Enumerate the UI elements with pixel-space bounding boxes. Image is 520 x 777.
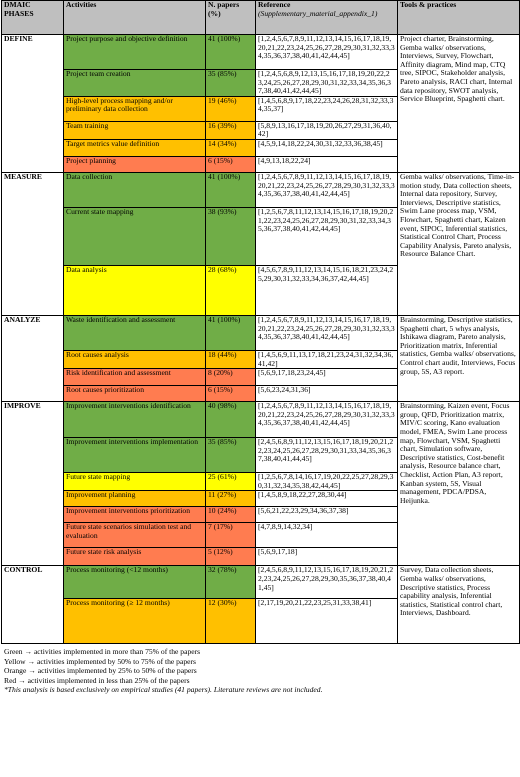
header-reference xyxy=(256,1,398,35)
reference-cell: [2,4,5,6,8,9,11,12,13,15,16,17,18,19,20,21,22,23,24,25,26,27,28,29,30,31,33,34,35,36,37,38,40,41,44,45] xyxy=(256,438,398,473)
phase-name: ANALYZE xyxy=(2,315,64,401)
table-row xyxy=(2,172,520,207)
reference-cell: [1,2,4,5,6,8,9,12,13,15,16,17,18,19,20,22,23,24,25,26,27,28,29,30,31,32,33,34,35,36,37,38,40,41,42,44,45] xyxy=(256,70,398,97)
activity-cell: Project team creation xyxy=(64,70,206,97)
papers-count-cell: 35 (85%) xyxy=(206,438,256,473)
legend-orange: Orange → activities implemented by 25% to 50% of the papers xyxy=(4,666,197,676)
reference-cell: [1,4,5,6,8,9,17,18,22,23,24,26,28,31,32,33,34,35,37] xyxy=(256,96,398,121)
table-body xyxy=(2,35,520,644)
reference-cell: [5,6,21,22,23,29,34,36,37,38] xyxy=(256,507,398,523)
header-phases: DMAIC PHASES xyxy=(2,1,64,35)
reference-cell: [2,4,5,6,8,9,11,12,13,15,16,17,18,19,20,21,22,23,24,25,26,27,28,29,30,35,36,37,38,40,41,45] xyxy=(256,566,398,599)
activity-cell: Process monitoring (<12 months) xyxy=(64,566,206,599)
reference-cell: [5,6,9,17,18] xyxy=(256,548,398,566)
papers-count-cell: 6 (15%) xyxy=(206,156,256,172)
activity-cell: Project purpose and objective definition xyxy=(64,35,206,70)
papers-count-cell: 41 (100%) xyxy=(206,35,256,70)
activity-cell: Future state scenarios simulation test and evaluation xyxy=(64,523,206,548)
papers-count-cell: 28 (68%) xyxy=(206,265,256,315)
papers-count-cell: 8 (20%) xyxy=(206,369,256,386)
reference-cell: [2,17,19,20,21,22,23,25,31,33,38,41] xyxy=(256,599,398,644)
papers-count-cell: 40 (98%) xyxy=(206,402,256,438)
reference-cell: [5,8,9,13,16,17,18,19,20,26,27,29,31,36,40,42] xyxy=(256,121,398,139)
papers-count-cell: 18 (44%) xyxy=(206,350,256,368)
phase-name: CONTROL xyxy=(2,566,64,644)
reference-cell: [4,5,6,7,8,9,11,12,13,14,15,16,18,21,23,24,25,29,30,31,32,33,34,36,37,42,44,45] xyxy=(256,265,398,315)
activity-cell: Future state risk analysis xyxy=(64,548,206,566)
papers-count-cell: 16 (39%) xyxy=(206,121,256,139)
tools-practices-cell: Project charter, Brainstorming, Gemba walks/ observations, Interviews, Survey, Flowchart, Affinity diagram, Mind map, CTQ tree, SIPOC, Stakeholder analysis, Pareto analysis, RACI chart, Internal data repository, SWOT analysis, Service Blueprint, Spaghetti chart. xyxy=(398,35,520,173)
tools-practices-cell: Survey, Data collection sheets, Gemba walks/ observations, Descriptive statistics, Process capability analysis, Inferential statistics, Statistical control chart, Interviews, Dashboard. xyxy=(398,566,520,644)
legend-yellow: Yellow → activities implemented by 50% to 75% of the papers xyxy=(4,656,196,666)
header-reference-label: Reference xyxy=(258,0,291,9)
papers-count-cell: 35 (85%) xyxy=(206,70,256,97)
reference-cell: [1,2,5,6,7,8,14,16,17,19,20,22,25,27,28,29,30,31,32,34,35,38,42,44,45] xyxy=(256,473,398,491)
header-n-papers: N. papers (%) xyxy=(206,1,256,35)
papers-count-cell: 10 (24%) xyxy=(206,507,256,523)
papers-count-cell: 19 (46%) xyxy=(206,96,256,121)
activity-cell: Improvement planning xyxy=(64,491,206,507)
header-activities: Activities xyxy=(64,1,206,35)
reference-cell: [5,6,9,17,18,23,24,45] xyxy=(256,369,398,386)
table-row xyxy=(2,566,520,599)
reference-cell: [1,2,4,5,6,7,8,9,11,12,13,14,15,16,17,18,19,20,21,22,23,24,25,26,27,28,29,30,31,32,33,34,35,36,37,38,40,41,42,44,45] xyxy=(256,35,398,70)
legend xyxy=(1,644,519,695)
header-reference-sub: (Supplementary_material_appendix_1) xyxy=(258,8,378,18)
activity-cell: Current state mapping xyxy=(64,207,206,265)
activity-cell: Improvement interventions prioritization xyxy=(64,507,206,523)
reference-cell: [4,9,13,18,22,24] xyxy=(256,156,398,172)
activity-cell: Process monitoring (≥ 12 months) xyxy=(64,599,206,644)
activity-cell: Improvement interventions identification xyxy=(64,402,206,438)
reference-cell: [1,2,5,6,7,8,11,12,13,14,15,16,17,18,19,20,21,22,23,24,25,26,27,28,29,30,31,32,33,34,35,36,37,38,40,41,42,44,45] xyxy=(256,207,398,265)
papers-count-cell: 41 (100%) xyxy=(206,315,256,350)
papers-count-cell: 32 (78%) xyxy=(206,566,256,599)
reference-cell: [1,2,4,5,6,7,8,9,11,12,13,14,15,16,17,18,19,20,21,22,23,24,25,26,27,28,29,30,31,32,33,34,35,36,37,38,40,41,42,44,45] xyxy=(256,172,398,207)
footnote: *This analysis is based exclusively on empirical studies (41 papers). Literature reviews are not included. xyxy=(4,685,323,695)
activity-cell: Improvement interventions implementation xyxy=(64,438,206,473)
papers-count-cell: 25 (61%) xyxy=(206,473,256,491)
papers-count-cell: 38 (93%) xyxy=(206,207,256,265)
reference-cell: [1,4,5,8,9,18,22,27,28,30,44] xyxy=(256,491,398,507)
activity-cell: Root causes prioritization xyxy=(64,386,206,402)
reference-cell: [1,2,4,5,6,7,8,9,11,12,13,14,15,16,17,18,19,20,21,22,23,24,25,26,27,28,29,30,31,32,33,34,35,36,37,38,40,41,42,44,45] xyxy=(256,315,398,350)
phase-name: IMPROVE xyxy=(2,402,64,566)
reference-cell: [4,5,9,14,18,22,24,30,31,32,33,36,38,45] xyxy=(256,139,398,156)
phase-name: DEFINE xyxy=(2,35,64,173)
legend-red: Red → activities implemented in less than 25% of the papers xyxy=(4,675,190,685)
activity-cell: Waste identification and assessment xyxy=(64,315,206,350)
papers-count-cell: 12 (30%) xyxy=(206,599,256,644)
activity-cell: Risk identification and assessment xyxy=(64,369,206,386)
table-row xyxy=(2,402,520,438)
reference-cell: [1,4,5,6,9,11,13,17,18,21,23,24,31,32,34,36,41,42] xyxy=(256,350,398,368)
header-tools: Tools & practices xyxy=(398,1,520,35)
legend-green: Green → activities implemented in more than 75% of the papers xyxy=(4,647,201,657)
activity-cell: Team training xyxy=(64,121,206,139)
papers-count-cell: 6 (15%) xyxy=(206,386,256,402)
papers-count-cell: 5 (12%) xyxy=(206,548,256,566)
phase-name: MEASURE xyxy=(2,172,64,315)
dmaic-activities-table xyxy=(1,0,520,644)
papers-count-cell: 7 (17%) xyxy=(206,523,256,548)
reference-cell: [5,6,23,24,31,36] xyxy=(256,386,398,402)
papers-count-cell: 11 (27%) xyxy=(206,491,256,507)
activity-cell: Data analysis xyxy=(64,265,206,315)
table-row xyxy=(2,35,520,70)
dmaic-table-container xyxy=(1,0,519,695)
activity-cell: Project planning xyxy=(64,156,206,172)
papers-count-cell: 41 (100%) xyxy=(206,172,256,207)
reference-cell: [1,2,4,5,6,7,8,9,11,12,13,14,15,16,17,18,19,20,21,22,23,24,25,26,27,28,29,30,31,32,33,34,35,36,37,38,40,41,42,44,45] xyxy=(256,402,398,438)
activity-cell: Data collection xyxy=(64,172,206,207)
papers-count-cell: 14 (34%) xyxy=(206,139,256,156)
tools-practices-cell: Brainstorming, Descriptive statistics, Spaghetti chart, 5 whys analysis, Ishikawa diagram, Pareto analysis, Prioritization matrix, Inferential statistics, Gemba walks/ observations, Control chart audit, Interviews, Focus group, 5S, A3 report. xyxy=(398,315,520,401)
activity-cell: Target metrics value definition xyxy=(64,139,206,156)
activity-cell: Future state mapping xyxy=(64,473,206,491)
reference-cell: [4,7,8,9,14,32,34] xyxy=(256,523,398,548)
table-header-row xyxy=(2,1,520,35)
tools-practices-cell: Gemba walks/ observations, Time-in-motion study, Data collection sheets, Internal data repository, Survey, Interviews, Descriptive statistics, Swim Lane process map, VSM, Flowchart, Spaghetti chart, Kaizen event, SIPOC, Inferential statistics, Statistical Control Chart, Process Capability Analysis, Pareto analysis, Resource Balance Chart. xyxy=(398,172,520,315)
tools-practices-cell: Brainstorming, Kaizen event, Focus group, QFD, Prioritization matrix, MIV/C scoring, Kano evaluation model, FMEA, Swim Lane process map, Flowchart, VSM, Spaghetti chart, Simulation software, Descriptive statistics, Cost-benefit analysis, Resource balance chart, Checklist, Action Plan, A3 report, Kanban system, 5S, Visual management, PDCA/PDSA, Heijunka. xyxy=(398,402,520,566)
table-row xyxy=(2,315,520,350)
activity-cell: High-level process mapping and/or preliminary data collection xyxy=(64,96,206,121)
activity-cell: Root causes analysis xyxy=(64,350,206,368)
